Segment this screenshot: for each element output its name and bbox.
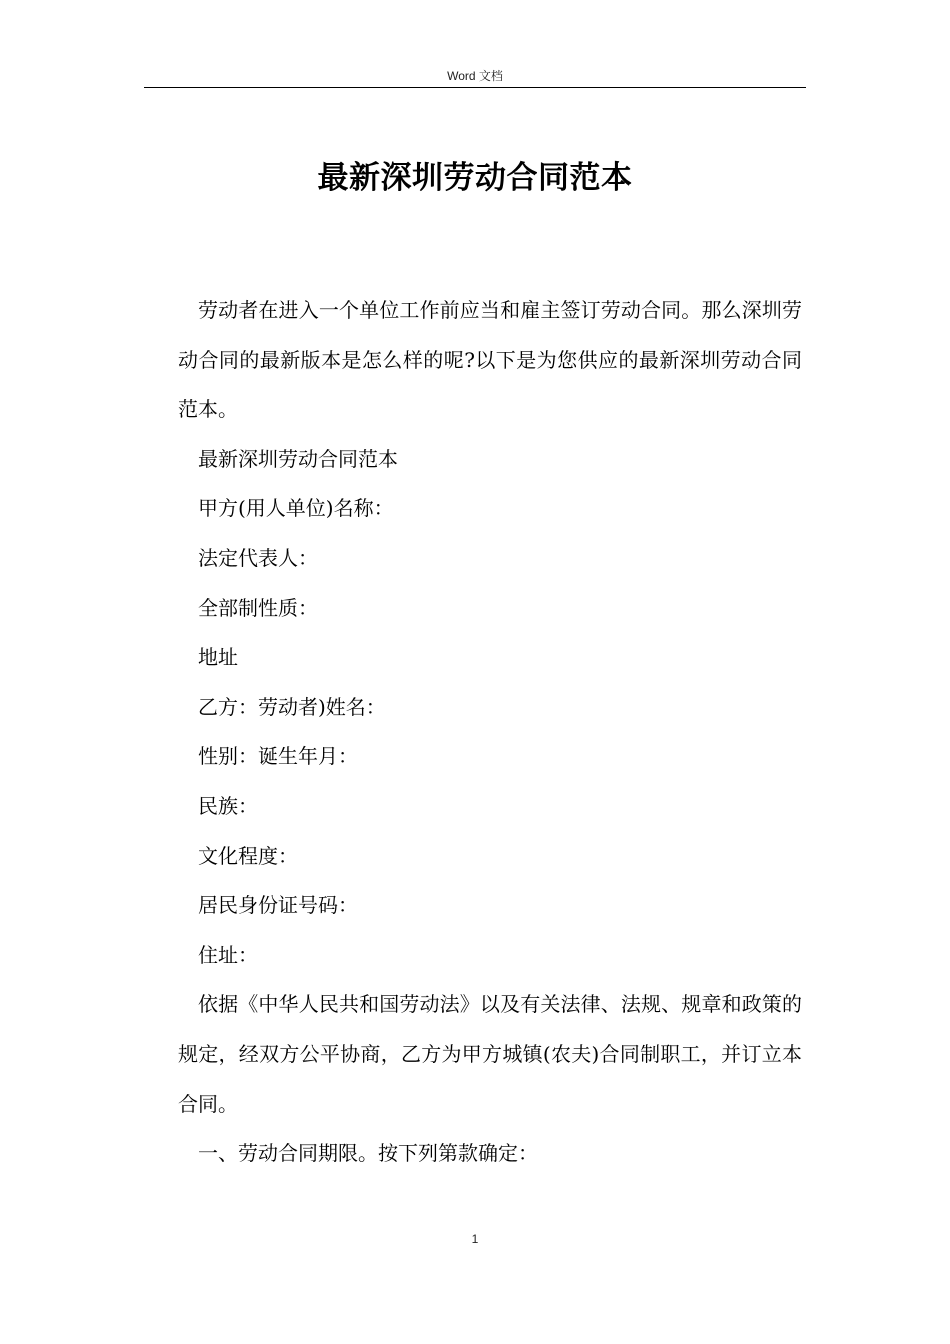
field-id-number: 居民身份证号码： — [198, 893, 358, 918]
field-ethnicity: 民族： — [198, 793, 258, 818]
page-header-text: Word 文档 — [447, 69, 503, 83]
section-heading-contract-term: 一、劳动合同期限。按下列第款确定： — [198, 1141, 538, 1166]
field-education: 文化程度： — [198, 843, 298, 868]
paragraph-legal-basis: 依据《中华人民共和国劳动法》以及有关法律、法规、规章和政策的规定，经双方公平协商，乙方为甲方城镇(农夫)合同制职工，并订立本合同。 — [178, 992, 802, 1116]
field-legal-representative: 法定代表人： — [198, 545, 318, 570]
page-number: 1 — [471, 1232, 479, 1246]
document-body — [178, 286, 802, 1179]
field-party-b-name: 乙方：劳动者)姓名： — [198, 694, 386, 719]
field-party-a-name: 甲方(用人单位)名称： — [198, 496, 394, 521]
paragraph-intro: 劳动者在进入一个单位工作前应当和雇主签订劳动合同。那么深圳劳动合同的最新版本是怎么样的呢?以下是为您供应的最新深圳劳动合同范本。 — [178, 298, 802, 422]
field-residence: 住址： — [198, 942, 258, 967]
field-ownership-type: 全部制性质： — [198, 595, 318, 620]
document-title: 最新深圳劳动合同范本 — [317, 160, 633, 196]
header-divider — [144, 87, 806, 88]
field-gender-birth: 性别：诞生年月： — [198, 744, 358, 769]
field-address: 地址 — [198, 645, 238, 670]
paragraph-subtitle: 最新深圳劳动合同范本 — [198, 446, 398, 471]
